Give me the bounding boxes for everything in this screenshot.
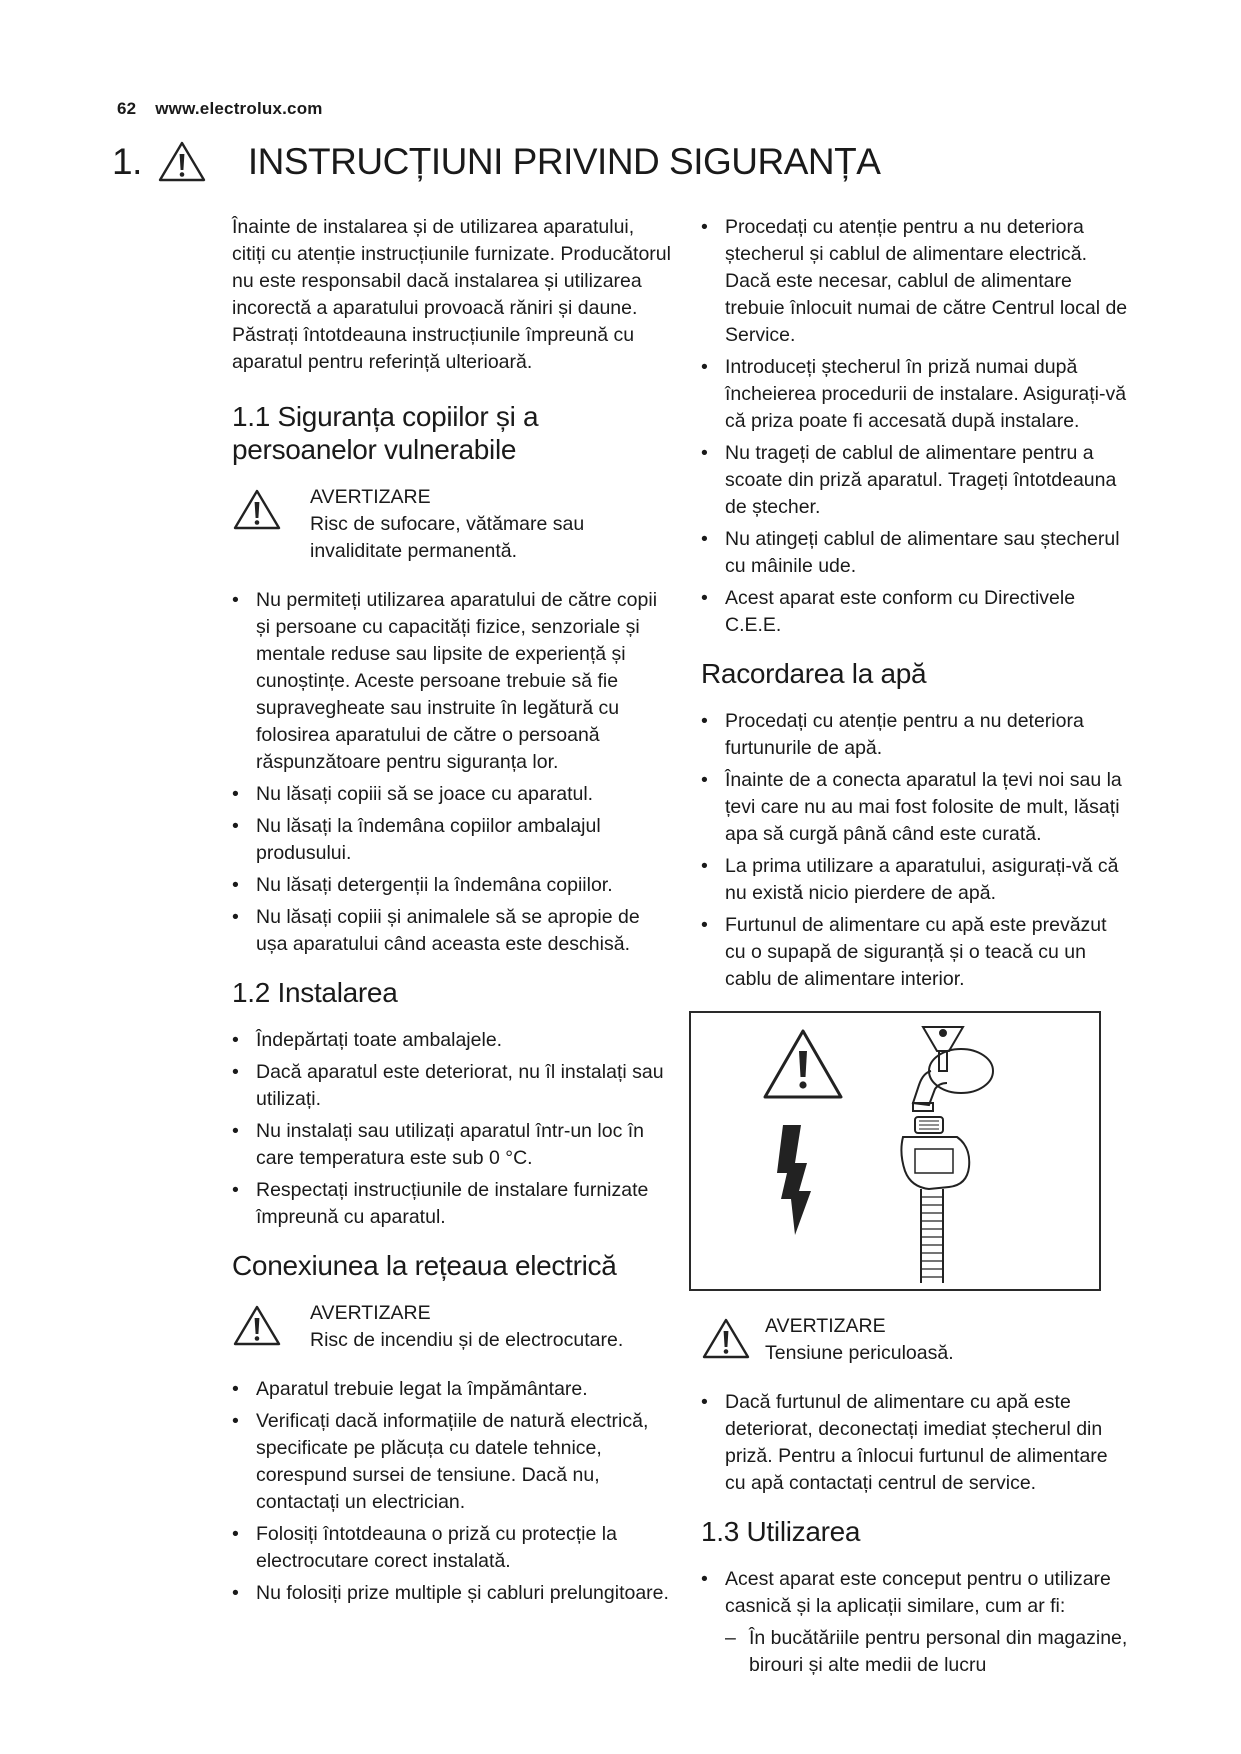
section-installation-title: 1.2 Instalarea (232, 977, 398, 1008)
list-item: • Nu trageți de cablul de alimentare pentru a scoate din priză aparatul. Trageți întotdeauna de ștecher. (701, 440, 1131, 521)
warning-triangle-icon (156, 140, 208, 184)
intro-paragraph: Înainte de instalarea și de utilizarea aparatului, citiți cu atenție instrucțiunile furnizate. Producătorul nu este responsabil dacă instalarea și utilizarea incorectă a aparatului provoacă răniri și daune. Păstrați întotdeauna instrucțiunile împreună cu aparatul pentru referință ulterioară. (232, 216, 671, 373)
electrical-list-right (701, 214, 1131, 639)
website-url: www.electrolux.com (155, 99, 323, 118)
illustration-canvas (691, 1013, 1099, 1289)
list-item: • Respectați instrucțiunile de instalare furnizate împreună cu aparatul. (232, 1177, 672, 1231)
list-item: • Aparatul trebuie legat la împământare. (232, 1376, 672, 1403)
children-safety-list (232, 587, 672, 958)
list-item: • Furtunul de alimentare cu apă este prevăzut cu o supapă de siguranță și o teacă cu un cablu de alimentare interior. (701, 912, 1131, 993)
warning-triangle-icon (765, 1031, 841, 1097)
chapter-title (112, 136, 880, 188)
section-usage-title: 1.3 Utilizarea (701, 1516, 861, 1547)
list-item: • Acest aparat este conform cu Directivele C.E.E. (701, 585, 1131, 639)
section-children-safety-title: 1.1 Siguranța copiilor și a persoanelor vulnerabile (232, 401, 539, 465)
list-item: • Nu permiteți utilizarea aparatului de către copii și persoane cu capacități fizice, senzoriale și mentale reduse sau lipsite de experiență și cunoștințe. Aceste persoane trebuie să fie supravegheate sau instruite în legătură cu folosirea aparatului de către o persoană răspunzătoare pentru siguranța lor. (232, 587, 672, 776)
section-water-title: Racordarea la apă (701, 658, 927, 689)
warning-block-children (232, 484, 672, 565)
electrical-list-left (232, 1376, 672, 1607)
page-header (117, 99, 323, 119)
list-item: • Nu atingeți cablul de alimentare sau ștecherul cu mâinile ude. (701, 526, 1131, 580)
list-item: • Nu lăsați copiii să se joace cu aparatul. (232, 781, 672, 808)
water-list (701, 708, 1131, 993)
warning-triangle-icon (232, 488, 282, 532)
list-item: • Procedați cu atenție pentru a nu deteriora furtunurile de apă. (701, 708, 1131, 762)
list-item: • Introduceți ștecherul în priză numai după încheierea procedurii de instalare. Asigurați-vă că priza poate fi accesată după instalare. (701, 354, 1131, 435)
warning-title: AVERTIZARE (310, 1302, 431, 1324)
chapter-heading: INSTRUCȚIUNI PRIVIND SIGURANȚA (247, 141, 881, 182)
warning-text: Risc de sufocare, vătămare sau invaliditate permanentă. (310, 513, 585, 562)
warning-block-electrical (232, 1300, 672, 1354)
warning-triangle-icon (701, 1317, 751, 1361)
water-list-after (701, 1389, 1131, 1497)
hose-safety-illustration (689, 1011, 1101, 1291)
list-item: • Verificați dacă informațiile de natură electrică, specificate pe plăcuța cu datele tehnice, corespund sursei de tensiune. Dacă nu, contactați un electrician. (232, 1408, 672, 1516)
list-item: • Nu lăsați la îndemâna copiilor ambalajul produsului. (232, 813, 672, 867)
list-item: – În bucătăriile pentru personal din magazine, birouri și alte medii de lucru (725, 1625, 1131, 1679)
warning-title: AVERTIZARE (310, 486, 431, 508)
list-item: • Acest aparat este conceput pentru o utilizare casnică și la aplicații similare, cum ar fi: (701, 1566, 1131, 1620)
list-item: • Nu instalați sau utilizați aparatul într-un loc în care temperatura este sub 0 °C. (232, 1118, 672, 1172)
water-tap-icon (913, 1027, 993, 1111)
list-item: • Îndepărtați toate ambalajele. (232, 1027, 672, 1054)
list-item: • Nu lăsați detergenții la îndemâna copiilor. (232, 872, 672, 899)
usage-list (701, 1566, 1131, 1620)
list-item: • Nu lăsați copiii și animalele să se apropie de ușa aparatului când aceasta este deschisă. (232, 904, 672, 958)
list-item: • Nu folosiți prize multiple și cabluri prelungitoare. (232, 1580, 672, 1607)
warning-text: Tensiune periculoasă. (765, 1342, 954, 1364)
left-column (232, 214, 672, 1625)
list-item: • Dacă aparatul este deteriorat, nu îl instalați sau utilizați. (232, 1059, 672, 1113)
warning-title: AVERTIZARE (765, 1315, 886, 1337)
usage-sub-list (725, 1625, 1131, 1679)
list-item: • Înainte de a conecta aparatul la țevi noi sau la țevi care nu au mai fost folosite de mult, lăsați apa să curgă până când este curată. (701, 767, 1131, 848)
list-item: • Dacă furtunul de alimentare cu apă este deteriorat, deconectați imediat ștecherul din priză. Pentru a înlocui furtunul de alimentare cu apă contactați centrul de service. (701, 1389, 1131, 1497)
list-item: • Folosiți întotdeauna o priză cu protecție la electrocutare corect instalată. (232, 1521, 672, 1575)
section-electrical-title: Conexiunea la rețeaua electrică (232, 1250, 617, 1281)
warning-text: Risc de incendiu și de electrocutare. (310, 1329, 624, 1351)
chapter-number: 1. (112, 141, 142, 182)
inlet-hose-icon (901, 1117, 969, 1283)
right-column (701, 214, 1131, 1679)
list-item: • La prima utilizare a aparatului, asigurați-vă că nu există nicio pierdere de apă. (701, 853, 1131, 907)
installation-list (232, 1027, 672, 1231)
warning-triangle-icon (232, 1304, 282, 1348)
list-item: • Procedați cu atenție pentru a nu deteriora ștecherul și cablul de alimentare electrică. Dacă este necesar, cablul de alimentare trebuie înlocuit numai de către Centrul local de Service. (701, 214, 1131, 349)
warning-block-voltage (701, 1313, 1131, 1367)
page-number: 62 (117, 99, 137, 118)
lightning-bolt-icon (777, 1125, 811, 1235)
